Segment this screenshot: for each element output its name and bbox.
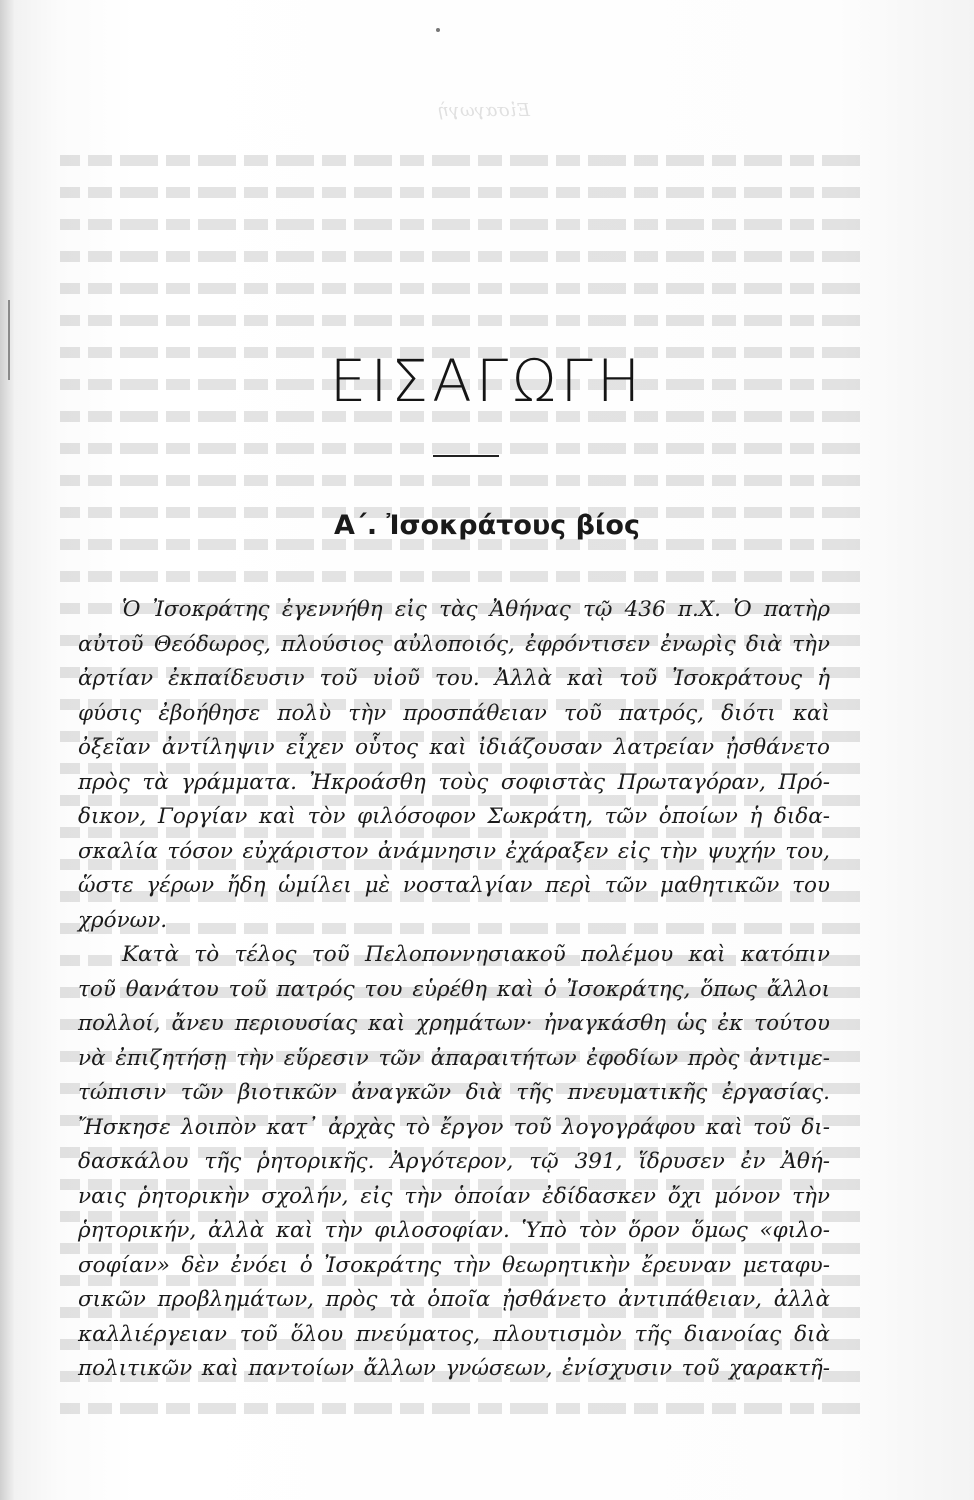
text-line: χρόνων. [78, 907, 168, 933]
text-line: Ἤσκησε λοιπὸν κατ᾽ ἀρχὰς τὸ ἔργον τοῦ λογογράφου καὶ τοῦ δι- [78, 1114, 830, 1140]
text-line: Κατὰ τὸ τέλος τοῦ Πελοποννησιακοῦ πολέμου καὶ κατόπιν [122, 942, 830, 967]
text-line: ῥητορικήν, ἀλλὰ καὶ τὴν φιλοσοφίαν. Ὑπὸ τὸν ὅρον ὅμως «φιλο- [78, 1218, 830, 1243]
text-line: δασκάλου τῆς ῥητορικῆς. Ἀργότερον, τῷ 391, ἵδρυσεν ἐν Ἀθή- [78, 1149, 830, 1174]
text-line: φύσις ἐβοήθησε πολὺ τὴν προσπάθειαν τοῦ πατρός, διότι καὶ [78, 700, 830, 726]
body-text [78, 593, 830, 1387]
paragraph [78, 593, 830, 938]
text-line: πρὸς τὰ γράμματα. Ἠκροάσθη τοὺς σοφιστὰς Πρωταγόραν, Πρό- [78, 769, 830, 795]
text-line: δικον, Γοργίαν καὶ τὸν φιλόσοφον Σωκράτη, τῶν ὁποίων ἡ διδα- [78, 804, 830, 829]
bleed-through-header: Εἰσαγωγὴ [438, 100, 530, 121]
text-line: Ὁ Ἰσοκράτης ἐγεννήθη εἰς τὰς Ἀθήνας τῷ 436 π.Χ. Ὁ πατὴρ [122, 597, 830, 622]
page-edge-shadow [0, 0, 14, 1500]
text-line: πολλοί, ἄνευ περιουσίας καὶ χρημάτων· ἠναγκάσθη ὡς ἐκ τούτου [78, 1011, 830, 1036]
text-line: πολιτικῶν καὶ παντοίων ἄλλων γνώσεων, ἐνίσχυσιν τοῦ χαρακτῆ- [78, 1356, 830, 1381]
text-line: σκαλία τόσον εὐχάριστον ἀνάμνησιν ἐχάραξεν εἰς τὴν ψυχήν του, [78, 838, 830, 864]
title-underline [433, 455, 499, 457]
section-heading: Α΄. Ἰσοκράτους βίος [334, 510, 640, 541]
text-line: σοφίαν» δὲν ἐνόει ὁ Ἰσοκράτης τὴν θεωρητικὴν ἔρευναν μεταφυ- [78, 1252, 830, 1278]
paragraph [78, 938, 830, 1387]
text-line: ὥστε γέρων ἤδη ὡμίλει μὲ νοσταλγίαν περὶ τῶν μαθητικῶν του [78, 873, 830, 898]
text-line: αὐτοῦ Θεόδωρος, πλούσιος αὐλοποιός, ἐφρόντισεν ἐνωρὶς διὰ τὴν [78, 631, 830, 657]
text-line: τώπισιν τῶν βιοτικῶν ἀναγκῶν διὰ τῆς πνευματικῆς ἐργασίας. [78, 1080, 830, 1105]
print-speck [436, 28, 440, 32]
text-line: τοῦ θανάτου τοῦ πατρός του εὑρέθη καὶ ὁ Ἰσοκράτης, ὅπως ἄλλοι [78, 976, 830, 1002]
text-line: ναις ῥητορικὴν σχολήν, εἰς τὴν ὁποίαν ἐδίδασκεν ὄχι μόνον τὴν [78, 1183, 830, 1209]
text-line: ὀξεῖαν ἀντίληψιν εἶχεν οὗτος καὶ ἰδιάζουσαν λατρείαν ᾐσθάνετο [78, 735, 830, 760]
text-line: σικῶν προβλημάτων, πρὸς τὰ ὁποῖα ᾐσθάνετο ἀντιπάθειαν, ἀλλὰ [78, 1287, 830, 1312]
chapter-title: ΕΙΣΑΓΩΓΗ [329, 347, 645, 415]
text-line: νὰ ἐπιζητήσῃ τὴν εὕρεσιν τῶν ἀπαραιτήτων ἐφοδίων πρὸς ἀντιμε- [78, 1045, 830, 1071]
text-line: ἀρτίαν ἐκπαίδευσιν τοῦ υἱοῦ του. Ἀλλὰ καὶ τοῦ Ἰσοκράτους ἡ [78, 666, 830, 691]
text-line: καλλιέργειαν τοῦ ὅλου πνεύματος, πλουτισμὸν τῆς διανοίας διὰ [78, 1321, 830, 1347]
